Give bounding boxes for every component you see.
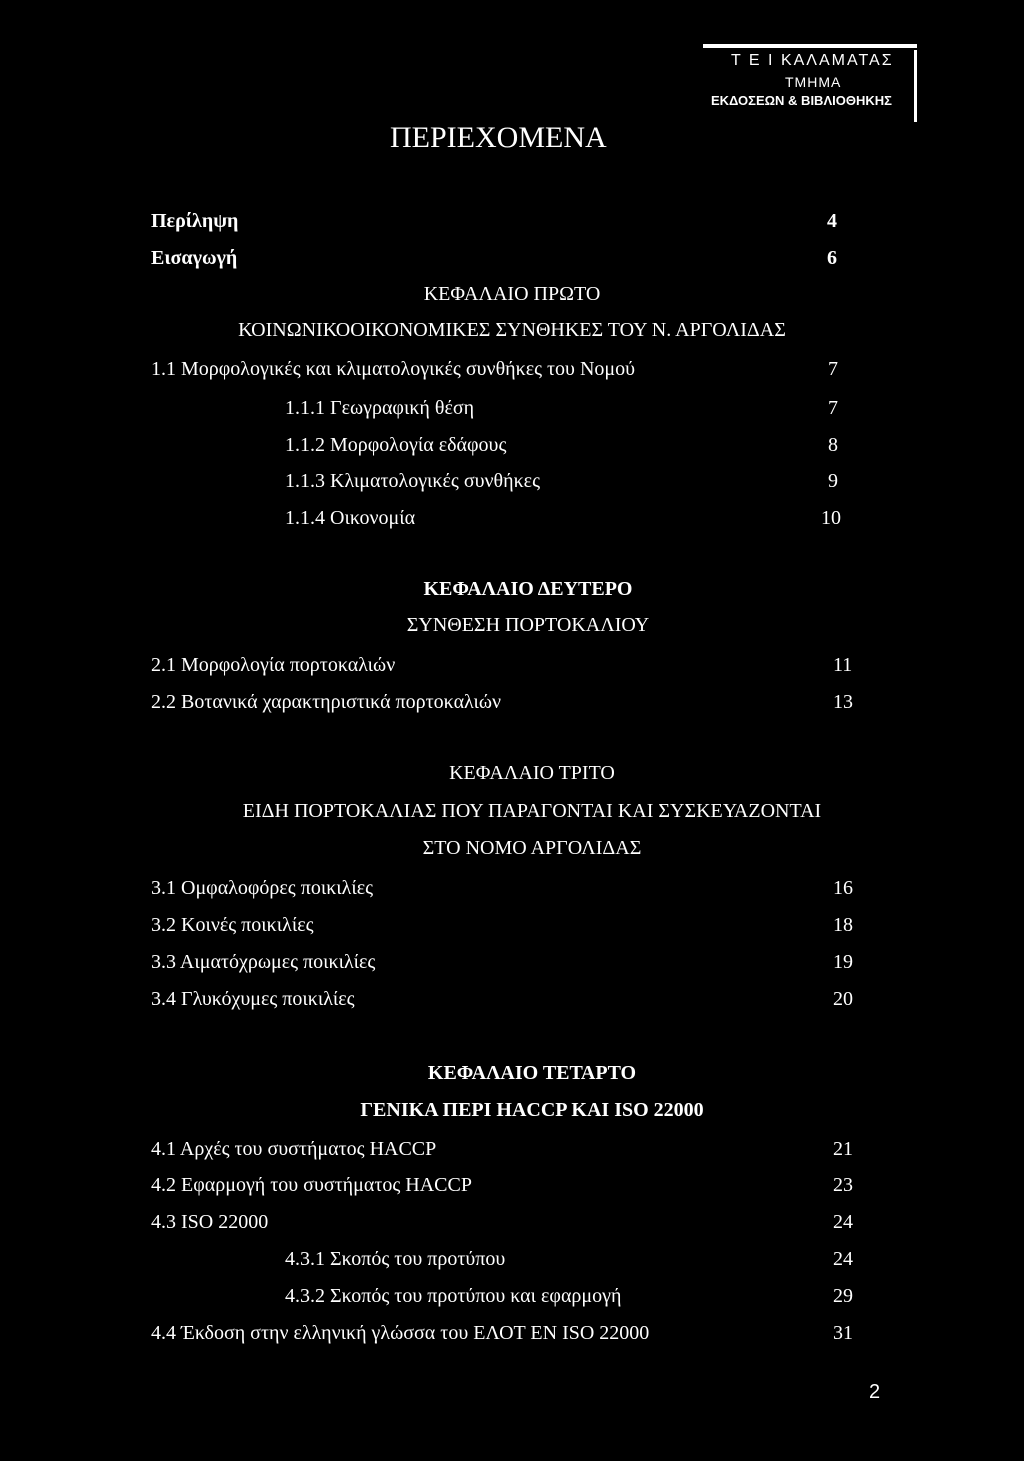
toc-entry-label: 4.1 Αρχές του συστήματος HACCP — [151, 1138, 437, 1160]
toc-entry-label: 3.1 Ομφαλοφόρες ποικιλίες — [151, 877, 374, 899]
chapter-heading: ΚΕΦΑΛΑΙΟ ΔΕΥΤΕΡΟ — [423, 578, 633, 600]
toc-entry-page: 24 — [833, 1211, 853, 1233]
toc-entry[interactable] — [151, 1208, 856, 1236]
toc-entry[interactable] — [151, 874, 856, 902]
toc-entry-label: 4.4 Έκδοση στην ελληνική γλώσσα του ΕΛΟΤ ΕΝ ISO 22000 — [151, 1322, 650, 1344]
page-title: ΠΕΡΙΕΧΟΜΕΝΑ — [390, 121, 607, 154]
chapter-heading: ΚΕΦΑΛΑΙΟ ΤΕΤΑΡΤΟ — [427, 1062, 637, 1084]
chapter-subtitle: ΓΕΝΙΚΑ ΠΕΡΙ HACCP ΚΑΙ ISO 22000 — [360, 1099, 704, 1121]
toc-entry-page: 31 — [833, 1322, 853, 1344]
toc-entry-page: 8 — [828, 434, 838, 456]
toc-entry[interactable] — [151, 651, 851, 679]
chapter-subtitle: ΕΙΔΗ ΠΟΡΤΟΚΑΛΙΑΣ ΠΟΥ ΠΑΡΑΓΟΝΤΑΙ ΚΑΙ ΣΥΣΚΕΥΑΖΟΝΤΑΙ — [242, 800, 822, 822]
page-number: 2 — [869, 1381, 881, 1403]
toc-entry-label: 2.2 Βοτανικά χαρακτηριστικά πορτοκαλιών — [151, 691, 502, 713]
toc-entry[interactable] — [151, 948, 856, 976]
toc-entry-page: 18 — [833, 914, 853, 936]
chapter-heading: ΚΕΦΑΛΑΙΟ ΤΡΙΤΟ — [449, 762, 615, 784]
toc-entry-label: 4.3.1 Σκοπός του προτύπου — [285, 1248, 506, 1270]
toc-entry-label: Περίληψη — [151, 210, 239, 232]
toc-entry-page: 20 — [833, 988, 853, 1010]
toc-entry-page: 16 — [833, 877, 853, 899]
toc-entry-label: 1.1 Μορφολογικές και κλιματολογικές συνθήκες του Νομού — [151, 358, 636, 380]
toc-subentry[interactable] — [285, 467, 845, 495]
library-stamp — [703, 44, 917, 122]
toc-entry-page: 7 — [828, 397, 838, 419]
toc-subentry[interactable] — [285, 1245, 855, 1273]
stamp-border-top — [703, 44, 917, 48]
toc-entry-page: 19 — [833, 951, 853, 973]
chapter-heading: ΚΕΦΑΛΑΙΟ ΠΡΩΤΟ — [423, 283, 601, 305]
chapter-subtitle: ΚΟΙΝΩΝΙΚΟΟΙΚΟΝΟΜΙΚΕΣ ΣΥΝΘΗΚΕΣ ΤΟΥ Ν. ΑΡΓΟΛΙΔΑΣ — [238, 319, 786, 341]
toc-entry-page: 29 — [833, 1285, 853, 1307]
toc-entry-page: 10 — [821, 507, 841, 529]
toc-entry-label: 1.1.3 Κλιματολογικές συνθήκες — [285, 470, 540, 492]
toc-entry-page: 23 — [833, 1174, 853, 1196]
stamp-line-2: ΤΜΗΜΑ — [785, 74, 842, 90]
toc-entry-page: 6 — [827, 247, 837, 269]
toc-entry-page: 4 — [827, 210, 837, 232]
stamp-line-1: Τ Ε Ι ΚΑΛΑΜΑΤΑΣ — [731, 52, 894, 69]
stamp-border-right — [914, 50, 917, 122]
toc-entry-label: Εισαγωγή — [151, 247, 238, 269]
toc-entry-page: 11 — [833, 654, 853, 676]
toc-entry[interactable] — [151, 207, 841, 235]
toc-entry-label: 3.4 Γλυκόχυμες ποικιλίες — [151, 988, 355, 1010]
toc-subentry[interactable] — [285, 431, 845, 459]
toc-entry[interactable] — [151, 1319, 856, 1347]
toc-entry-label: 4.3.2 Σκοπός του προτύπου και εφαρμογή — [285, 1285, 622, 1307]
chapter-subtitle: ΣΥΝΘΕΣΗ ΠΟΡΤΟΚΑΛΙΟΥ — [406, 614, 650, 636]
toc-entry-page: 24 — [833, 1248, 853, 1270]
toc-entry-page: 7 — [828, 358, 838, 380]
toc-entry[interactable] — [151, 244, 841, 272]
toc-subentry[interactable] — [285, 1282, 855, 1310]
toc-entry-label: 1.1.2 Μορφολογία εδάφους — [285, 434, 507, 456]
chapter-subtitle: ΣΤΟ ΝΟΜΟ ΑΡΓΟΛΙΔΑΣ — [422, 837, 642, 859]
toc-entry[interactable] — [151, 688, 851, 716]
toc-entry-label: 3.2 Κοινές ποικιλίες — [151, 914, 314, 936]
toc-entry[interactable] — [151, 355, 841, 383]
toc-entry-label: 4.3 ISO 22000 — [151, 1211, 269, 1233]
stamp-line-3: ΕΚΔΟΣΕΩΝ & ΒΙΒΛΙΟΘΗΚΗΣ — [711, 93, 892, 108]
toc-entry-label: 1.1.4 Οικονομία — [285, 507, 416, 529]
toc-entry-label: 2.1 Μορφολογία πορτοκαλιών — [151, 654, 396, 676]
toc-entry-label: 3.3 Αιματόχρωμες ποικιλίες — [151, 951, 376, 973]
toc-subentry[interactable] — [285, 504, 845, 532]
toc-entry-label: 1.1.1 Γεωγραφική θέση — [285, 397, 475, 419]
toc-entry[interactable] — [151, 1135, 856, 1163]
toc-entry[interactable] — [151, 911, 856, 939]
toc-subentry[interactable] — [285, 394, 845, 422]
toc-entry-page: 21 — [833, 1138, 853, 1160]
toc-entry[interactable] — [151, 985, 856, 1013]
toc-entry-page: 13 — [833, 691, 853, 713]
toc-entry-page: 9 — [828, 470, 838, 492]
toc-entry-label: 4.2 Εφαρμογή του συστήματος HACCP — [151, 1174, 472, 1196]
toc-entry[interactable] — [151, 1171, 856, 1199]
